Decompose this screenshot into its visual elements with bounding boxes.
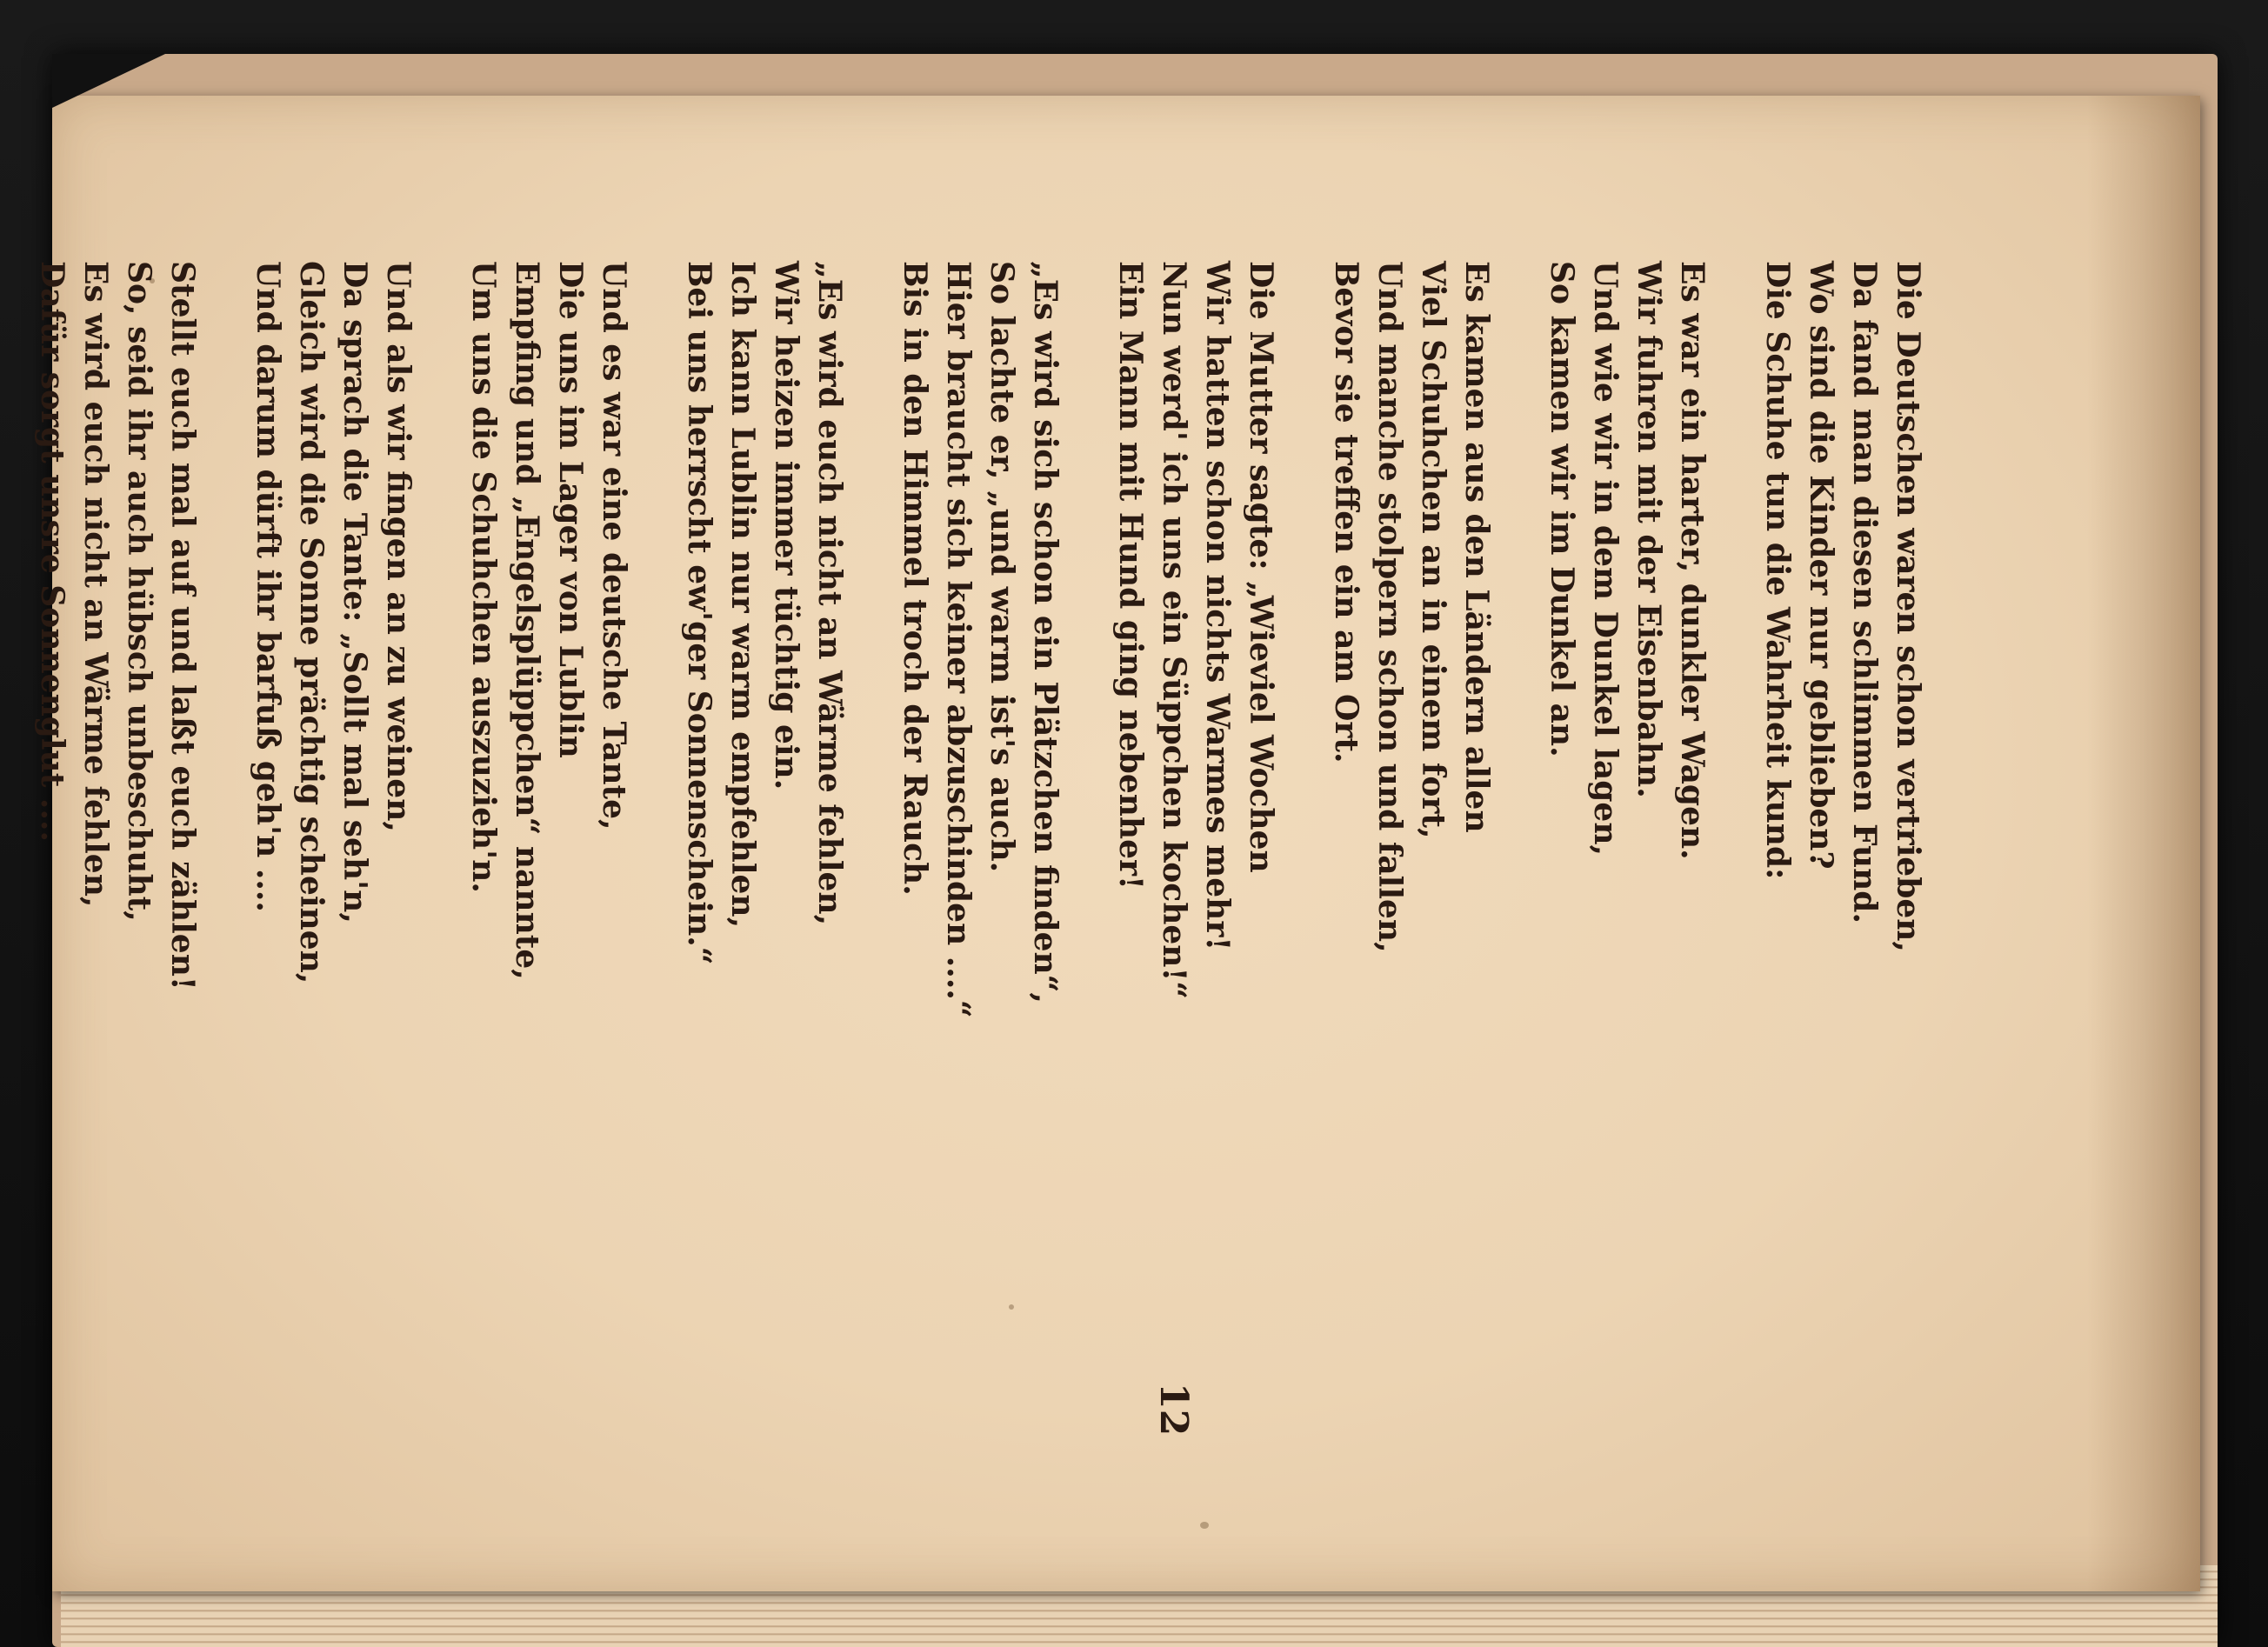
poem-line: Ein Mann mit Hund ging nebenher! [1112, 261, 1149, 890]
stanza [30, 261, 204, 1217]
stanza [1540, 261, 1714, 1217]
poem-line: Da fand man diesen schlimmen Fund. [1846, 261, 1883, 924]
poem-line: „Es wird euch nicht an Wärme fehlen, [811, 261, 848, 926]
paper-speck [1200, 1522, 1209, 1529]
poem-line: Viel Schuhchen an in einem fort, [1415, 261, 1451, 839]
poem-line: Die Mutter sagte: „Wieviel Wochen [1243, 261, 1279, 873]
poem-line: Und als wir fingen an zu weinen, [380, 261, 417, 832]
poem-line: Und manche stolpern schon und fallen, [1371, 261, 1408, 953]
poem-line: Stellt euch mal auf und laßt euch zählen! [164, 261, 201, 990]
poem-line: Es kamen aus den Ländern allen [1458, 261, 1495, 833]
poem-line: Die uns im Lager von Lublin [552, 261, 589, 758]
poem-line: So lachte er, „und warm ist's auch. [984, 261, 1020, 873]
page-number: 12 [1151, 1383, 1196, 1437]
poem-line: „Es wird sich schon ein Plätzchen finden“, [1027, 261, 1064, 1004]
stanza [246, 261, 420, 1217]
poem-line: Und darum dürft ihr barfuß geh'n .... [250, 261, 286, 912]
stanza [1756, 261, 1930, 1217]
poem-line: Wir hatten schon nichts Warmes mehr! [1199, 261, 1236, 951]
poem-line: Da sprach die Tante: „Sollt mal seh'n, [337, 261, 373, 924]
poem-line: Und es war eine deutsche Tante, [596, 261, 632, 830]
poem-line: Bis in den Himmel troch der Rauch. [897, 261, 933, 896]
stanza [677, 261, 851, 1217]
poem-line: So kamen wir im Dunkel an. [1544, 261, 1580, 757]
poem-line: Und wie wir in dem Dunkel lagen, [1587, 261, 1624, 857]
stanza [893, 261, 1067, 1217]
torn-corner [52, 54, 165, 108]
stanza [462, 261, 636, 1217]
poem-line: Die Deutschen waren schon vertrieben, [1890, 261, 1926, 952]
poem-line: Wo sind die Kinder nur geblieben? [1803, 261, 1839, 870]
poem-line: Hier braucht sich keiner abzuschinden ....“ [940, 261, 977, 1018]
binding-gutter [2087, 96, 2200, 1591]
poem-line: Es wird euch nicht an Wärme fehlen, [77, 261, 114, 908]
poem-line: Wir fuhren mit der Eisenbahn. [1631, 261, 1667, 798]
stanza [1324, 261, 1498, 1217]
poem-line: Die Schuhe tun die Wahrheit kund: [1759, 261, 1796, 880]
poem-line: Es war ein harter, dunkler Wagen. [1674, 261, 1711, 860]
poem-line: Wir heizen immer tüchtig ein. [768, 261, 804, 790]
rotated-text-block [34, 261, 1935, 1522]
paper-speck [1009, 1304, 1014, 1310]
stanza [1109, 261, 1283, 1217]
poem-line: Dafür sorgt unsre Sonnenglut .... [34, 261, 70, 843]
poem-line: Ich kann Lublin nur warm empfehlen, [724, 261, 761, 929]
poem-body [34, 261, 1935, 1217]
poem-line: Nun werd' ich uns ein Süppchen kochen!“ [1156, 261, 1192, 999]
poem-line: Empfing und „Engelsplüppchen“ nannte, [509, 261, 545, 980]
poem-line: So, seid ihr auch hübsch unbeschuht, [121, 261, 157, 922]
poem-line: Gleich wird die Sonne prächtig scheinen, [293, 261, 330, 984]
poem-line: Bevor sie treffen ein am Ort. [1328, 261, 1364, 763]
poem-line: Um uns die Schuhchen auszuzieh'n. [465, 261, 502, 893]
poem-line: Bei uns herrscht ew'ger Sonnenschein.“ [681, 261, 717, 965]
